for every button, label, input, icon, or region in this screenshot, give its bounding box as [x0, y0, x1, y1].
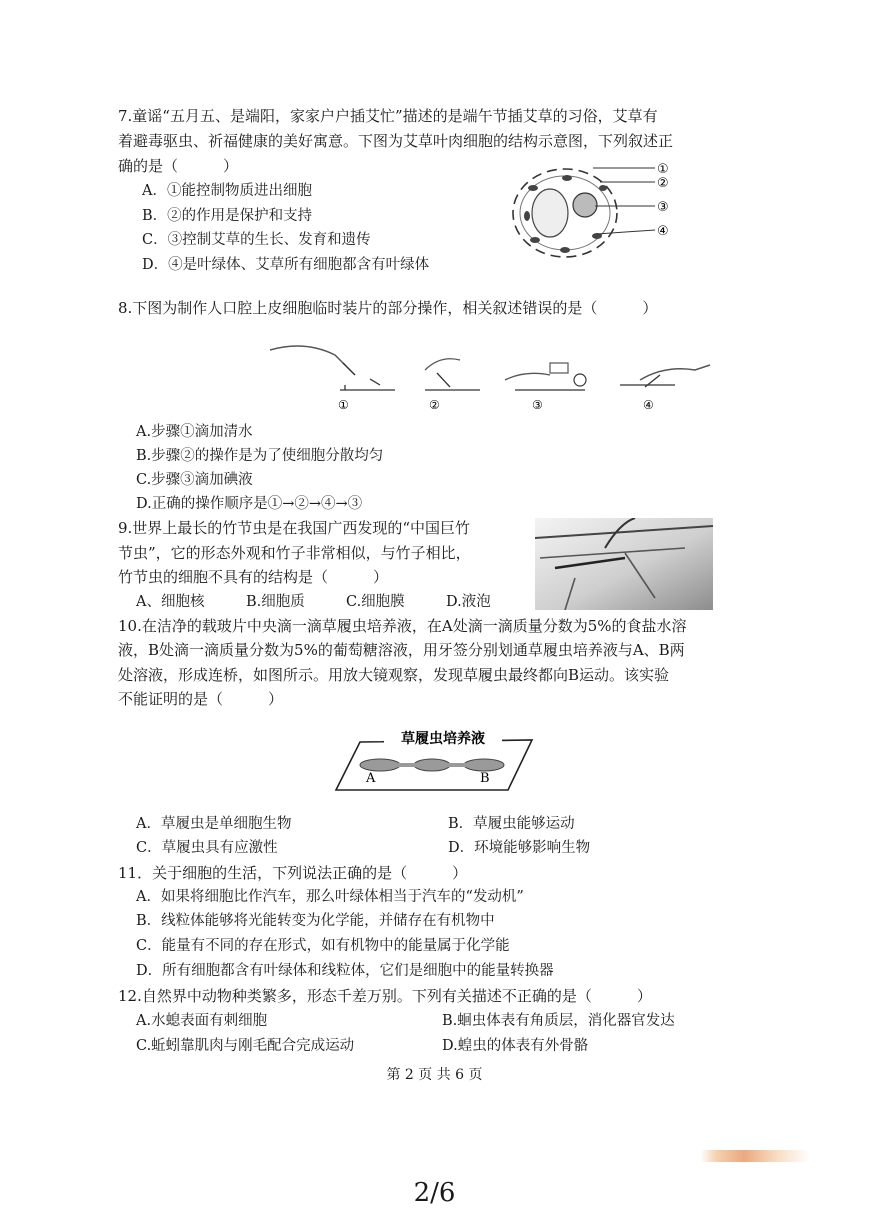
- cell-label-4: ④: [657, 224, 669, 239]
- q12-option-d: D.蝗虫的体表有外骨骼: [442, 1038, 589, 1054]
- figure-title: 草履虫培养液: [401, 731, 485, 747]
- q8-stem: 8.下图为制作人口腔上皮细胞临时装片的部分操作，相关叙述错误的是（ ）: [118, 299, 658, 317]
- q9-option-a: A、细胞核: [136, 594, 205, 610]
- q12-option-c: C.蚯蚓靠肌肉与刚毛配合完成运动: [136, 1038, 355, 1054]
- q9-stem-line-1: 9.世界上最长的竹节虫是在我国广西发现的“中国巨竹: [118, 519, 470, 537]
- q12-option-b: B.蛔虫体表有角质层，消化器官发达: [442, 1013, 675, 1029]
- q10-option-a: A．草履虫是单细胞生物: [136, 816, 292, 832]
- q11-option-b: B．线粒体能够将光能转变为化学能，并储存在有机物中: [136, 913, 495, 929]
- cell-label-1: ①: [657, 162, 669, 177]
- q9-stem-line-3: 竹节虫的细胞不具有的结构是（ ）: [118, 568, 389, 586]
- cell-label-3: ③: [657, 200, 669, 215]
- q12-option-a: A.水螅表面有刺细胞: [136, 1013, 268, 1029]
- stick-insect-photo: [535, 518, 713, 610]
- q11-stem: 11．关于细胞的生活，下列说法正确的是（ ）: [118, 864, 468, 882]
- q11-option-d: D．所有细胞都含有叶绿体和线粒体，它们是细胞中的能量转换器: [136, 963, 554, 979]
- q7-stem-line-1: 7.童谣“五月五、是端阳，家家户户插艾忙”描述的是端午节插艾草的习俗，艾草有: [118, 107, 658, 125]
- q7-option-b: B．②的作用是保护和支持: [142, 208, 313, 224]
- q7-option-a: A．①能控制物质进出细胞: [142, 183, 312, 199]
- q8-option-b: B.步骤②的操作是为了使细胞分散均匀: [136, 448, 384, 464]
- q7-stem-line-2: 着避毒驱虫、祈福健康的美好寓意。下图为艾草叶肉细胞的结构示意图，下列叙述正: [118, 132, 674, 150]
- step-label-4: ④: [643, 398, 654, 412]
- q10-option-d: D．环境能够影响生物: [448, 840, 591, 856]
- q8-option-a: A.步骤①滴加清水: [136, 424, 253, 440]
- cell-label-2: ②: [657, 176, 669, 191]
- q10-stem-line-1: 10.在洁净的载玻片中央滴一滴草履虫培养液，在A处滴一滴质量分数为5%的食盐水溶: [118, 617, 687, 635]
- q7-option-d: D．④是叶绿体、艾草所有细胞都含有叶绿体: [142, 257, 430, 273]
- page-indicator: 2/6: [413, 1178, 456, 1208]
- q10-option-c: C．草履虫具有应激性: [136, 840, 278, 856]
- q8-option-c: C.步骤③滴加碘液: [136, 472, 253, 488]
- slide-preparation-steps: [265, 335, 715, 415]
- q11-option-c: C．能量有不同的存在形式，如有机物中的能量属于化学能: [136, 938, 510, 954]
- q9-stem-line-2: 节虫”，它的形态外观和竹子非常相似，与竹子相比，: [118, 544, 471, 562]
- q9-option-d: D.液泡: [446, 594, 491, 610]
- step-label-3: ③: [532, 398, 543, 412]
- q10-stem-line-3: 处溶液，形成连桥，如图所示。用放大镜观察，发现草履虫最终都向B运动。该实验: [118, 666, 670, 684]
- scan-artifact: [700, 1150, 810, 1162]
- q10-stem-line-4: 不能证明的是（ ）: [118, 690, 284, 708]
- q9-option-b: B.细胞质: [246, 594, 305, 610]
- leaf-cell-diagram: [505, 158, 685, 268]
- q8-option-d: D.正确的操作顺序是①→②→④→③: [136, 496, 363, 512]
- q10-option-b: B．草履虫能够运动: [448, 816, 575, 832]
- step-label-1: ①: [338, 398, 349, 412]
- drop-label-a: A: [366, 771, 376, 786]
- q12-stem: 12.自然界中动物种类繁多，形态千差万别。下列有关描述不正确的是（ ）: [118, 987, 652, 1005]
- q9-option-c: C.细胞膜: [346, 594, 405, 610]
- page-footer: 第 2 页 共 6 页: [386, 1067, 483, 1083]
- drop-label-b: B: [480, 771, 490, 786]
- q7-option-c: C．③控制艾草的生长、发育和遗传: [142, 232, 371, 248]
- q10-stem-line-2: 液，B处滴一滴质量分数为5%的葡萄糖溶液，用牙签分别划通草履虫培养液与A、B两: [118, 641, 685, 659]
- paramecium-slide-diagram: [332, 722, 536, 794]
- step-label-2: ②: [429, 398, 440, 412]
- q7-stem-line-3: 确的是（ ）: [118, 157, 239, 175]
- q11-option-a: A．如果将细胞比作汽车，那么叶绿体相当于汽车的“发动机”: [136, 889, 524, 905]
